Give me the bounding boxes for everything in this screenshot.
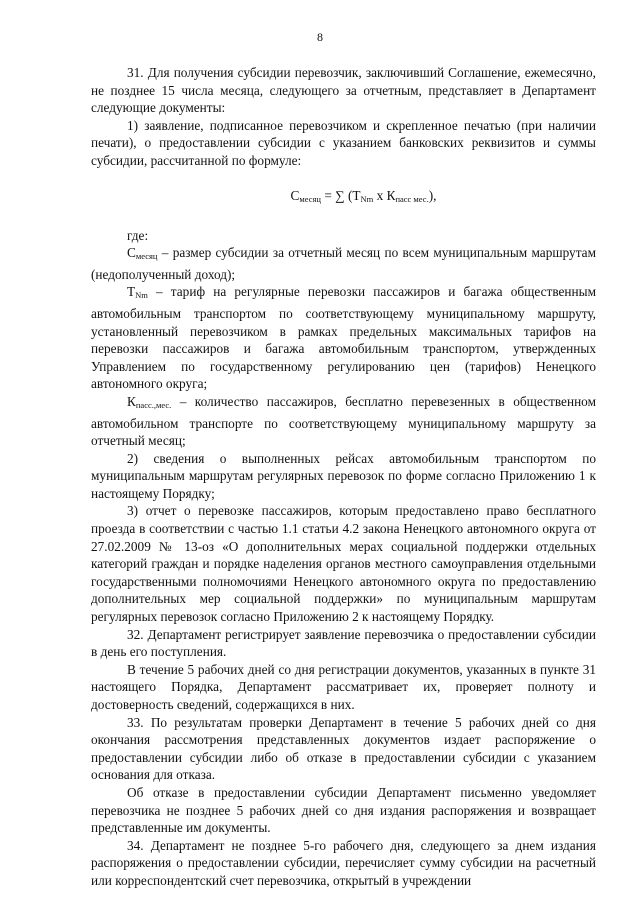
def-k-symbol: К (127, 393, 136, 409)
paragraph-33: 33. По результатам проверки Департамент в течение 5 рабочих дней со дня окончания рассмотрения представленных документов издает распоряжение о предоставлении субсидии либо об отказе в предоставлении субсидии с указанием основания для отказа. (91, 714, 596, 783)
paragraph-32: 32. Департамент регистрирует заявление перевозчика о предоставлении субсидии в день его поступления. (91, 626, 596, 660)
definition-t (91, 283, 596, 393)
def-t-text: – тариф на регулярные перевозки пассажиров и багажа общественным автомобильным транспортом по соответствующему муниципальному маршруту, установленный перевозчиком в рамках предельных максимальных тарифов на перевозки пассажиров и багажа автомобильным транспортом, утвержденных Управлением по государственному регулированию цен (тарифов) Ненецкого автономного округа; (91, 284, 596, 392)
formula-lhs: С (290, 187, 300, 203)
where-label: где: (127, 227, 149, 243)
page-number: 8 (317, 30, 323, 44)
formula-op: = ∑ (Т (321, 187, 361, 203)
subsidy-formula (131, 187, 596, 208)
formula-mul: х К (373, 187, 396, 203)
def-c-text: – размер субсидии за отчетный месяц по всем муниципальным маршрутам (недополученный доход); (91, 245, 596, 282)
paragraph-31-item-3: 3) отчет о перевозке пассажиров, которым предоставлено право бесплатного проезда в соответствии с частью 1.1 статьи 4.2 закона Ненецкого автономного округа от 27.02.2009 № 13-оз «О дополнительных мерах социальной поддержки отдельных категорий граждан и порядке наделения органов местного самоуправления отдельными государственными полномочиями Ненецкого автономного округа по предоставлению дополнительных мер социальной поддержки» по муниципальным маршрутам регулярных перевозок согласно Приложению 2 к настоящему Порядку. (91, 503, 596, 625)
definition-c (91, 244, 596, 283)
formula-end: ), (428, 187, 437, 203)
paragraph-32-b: В течение 5 рабочих дней со дня регистрации документов, указанных в пункте 31 настоящего Порядка, Департамент рассматривает их, проверяет полноту и достоверность сведений, содержащихся в них. (91, 661, 596, 712)
def-k-sub: пасс.,мес. (135, 399, 172, 410)
formula-k-sub: пасс мес. (395, 193, 429, 204)
paragraph-31-item-2: 2) сведения о выполненных рейсах автомобильным транспортом по муниципальным маршрутам регулярных перевозок по форме согласно Приложению 1 к настоящему Порядку; (91, 450, 596, 501)
document-body (91, 64, 596, 890)
paragraph-31: 31. Для получения субсидии перевозчик, заключивший Соглашение, ежемесячно, не позднее 15 числа месяца, следующего за отчетным, представляет в Департамент следующие документы: (91, 65, 596, 116)
paragraph-34: 34. Департамент не позднее 5-го рабочего дня, следующего за днем издания распоряжения о предоставлении субсидии, перечисляет сумму субсидии на расчетный или корреспондентский счет перевозчика, открытый в учреждении (91, 837, 596, 888)
formula-lhs-sub: месяц (299, 193, 321, 204)
def-t-sub: Nm (135, 290, 148, 301)
definition-k (91, 393, 596, 450)
def-c-symbol: С (127, 245, 136, 261)
formula-t-sub: Nm (360, 193, 374, 204)
def-t-symbol: Т (127, 284, 136, 300)
paragraph-31-item-1: 1) заявление, подписанное перевозчиком и скрепленное печатью (при наличии печати), о предоставлении субсидии с указанием банковских реквизитов и суммы субсидии, рассчитанной по формуле: (91, 117, 596, 168)
def-c-sub: месяц (135, 251, 158, 262)
def-k-text: – количество пассажиров, бесплатно перевезенных в общественном автомобильном транспорте по соответствующему муниципальному маршруту за отчетный месяц; (91, 393, 596, 449)
paragraph-33-b: Об отказе в предоставлении субсидии Департамент письменно уведомляет перевозчика не позднее 5 рабочих дней со дня издания распоряжения и возвращает представленные им документы. (91, 784, 596, 836)
